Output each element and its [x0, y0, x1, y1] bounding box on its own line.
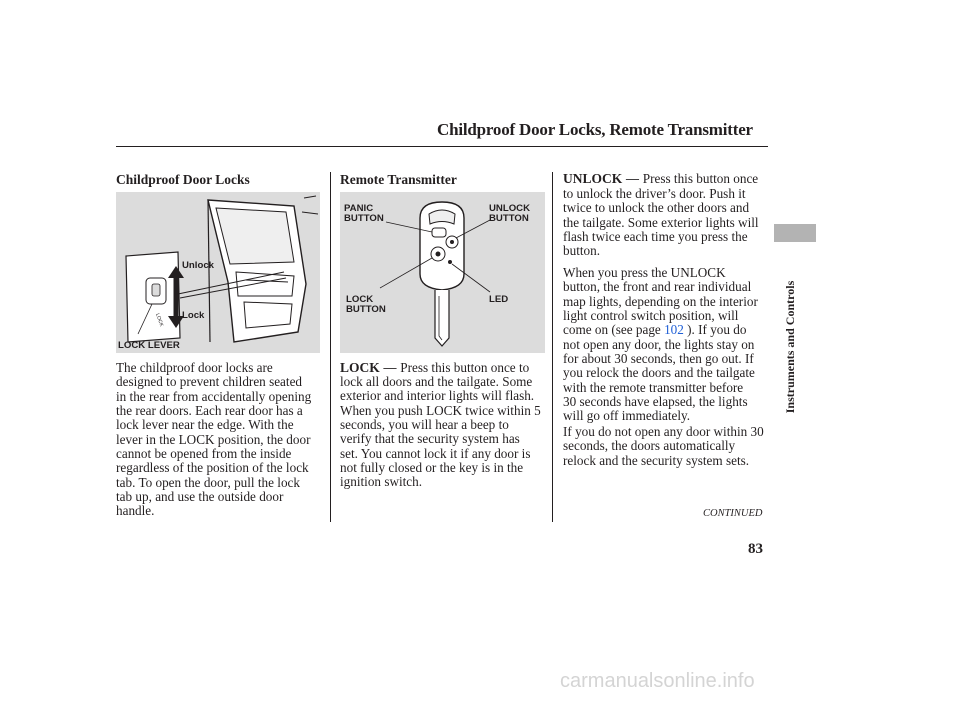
lock-lever-label: LOCK LEVER [118, 340, 180, 351]
childproof-heading: Childproof Door Locks [116, 172, 250, 187]
unlock-button-label: UNLOCK BUTTON [489, 203, 531, 224]
unlock-dash: — [622, 171, 643, 186]
lock-body: lock all doors and the tailgate. Some exterior and interior lights will flash. When you push LOCK twice within 5 seconds, you will hear a beep to verify that the security system has set. You cannot lock it if any door is not fully closed or the key is in the ignition switch. [340, 374, 541, 490]
lights-text: When you press the UNLOCK button, the front and rear individual map lights, depending on the interior light control switch position, will come on (see page [563, 265, 758, 338]
lights-after: ). If you do [683, 322, 747, 338]
panic-button-label: PANIC BUTTON [344, 203, 384, 224]
door-lock-illustration [116, 192, 320, 353]
lock-term: LOCK [340, 360, 380, 375]
side-section-label: Instruments and Controls [783, 280, 797, 414]
unlock-paragraph-lead [563, 172, 773, 186]
watermark-footer: carmanualsonline.info [560, 670, 755, 692]
svg-text:LOCK: LOCK [154, 312, 165, 328]
page-number: 83 [748, 541, 763, 557]
page-102-link[interactable]: 102 [664, 322, 684, 338]
unlock-term: UNLOCK [563, 171, 623, 186]
column-divider-2 [552, 172, 553, 522]
column-divider-1 [330, 172, 331, 522]
unlock-lights-paragraph [563, 266, 773, 424]
continued-marker: CONTINUED [703, 508, 763, 519]
relock-paragraph: If you do not open any door within 30 seconds, the doors automatically relock and the security system sets. [563, 424, 764, 468]
lock-button-label: LOCK BUTTON [346, 294, 386, 315]
unlock-lead: Press this button once [642, 171, 759, 186]
lock-label: Lock [182, 310, 205, 321]
unlock-label: Unlock [182, 260, 214, 271]
remote-heading: Remote Transmitter [340, 172, 457, 187]
door-lock-figure [116, 192, 320, 353]
lock-lead: Press this button once to [400, 360, 530, 375]
led-label: LED [489, 294, 509, 305]
unlock-body: to unlock the driver’s door. Push it twice to unlock the other doors and the tailgate. Some exterior lights will flash twice each time you press the button. [563, 186, 759, 259]
header-rule [116, 146, 768, 147]
section-tab [774, 224, 816, 242]
page-title: Childproof Door Locks, Remote Transmitter [437, 120, 753, 139]
lock-dash: — [379, 360, 401, 375]
lights-rest: not open any door, the lights stay on for about 30 seconds, then go out. If you relock the doors and the tailgate with the remote transmitter before 30 seconds have elapsed, the lights will go off immediately. [563, 336, 755, 424]
childproof-body: The childproof door locks are designed to prevent children seated in the rear from accidentally opening the rear doors. Each rear door has a lock lever near the edge. With the lever in the LOCK position, the door cannot be opened from the inside regardless of the position of the lock tab. To open the door, pull the lock tab up, and use the outside door handle. [116, 360, 312, 519]
